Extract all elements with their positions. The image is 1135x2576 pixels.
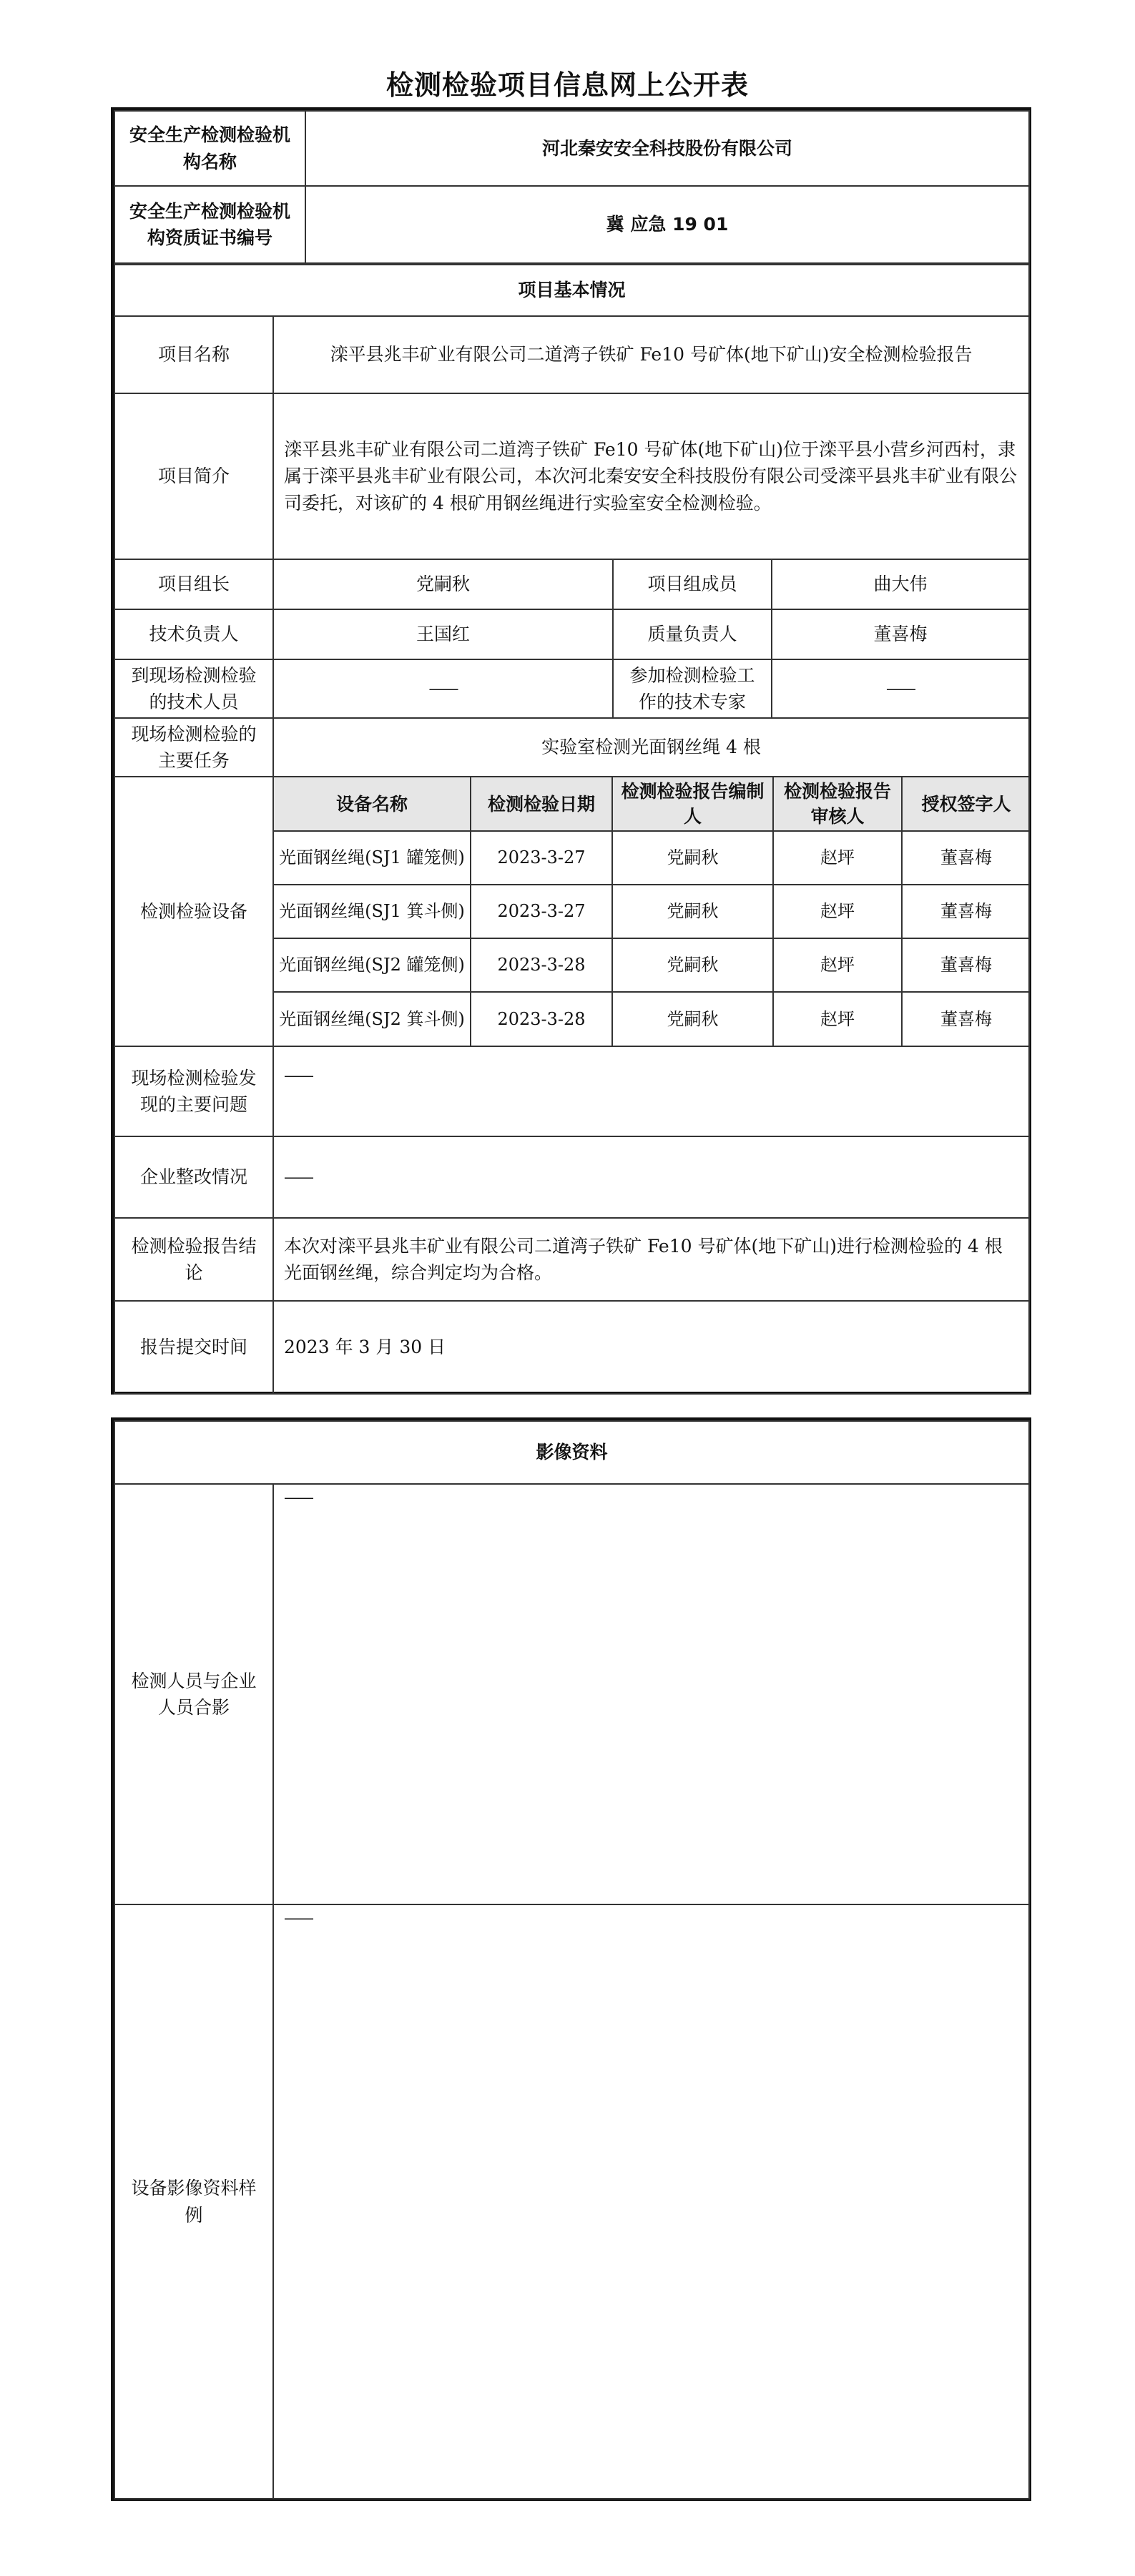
equipment-name-cell: 光面钢丝绳(SJ1 箕斗侧) [274,885,471,938]
images-table [114,1420,1030,2499]
equipment-cell [273,777,1029,1046]
project-intro-label: 项目简介 [114,393,273,559]
experts-label: 参加检测检验工作的技术专家 [613,659,772,718]
org-cert-label: 安全生产检测检验机构资质证书编号 [114,186,305,263]
rectify-label: 企业整改情况 [114,1136,273,1218]
equipment-header-row [274,777,1030,831]
org-name-value: 河北秦安安全科技股份有限公司 [305,111,1029,186]
equipment-row [274,831,1030,885]
equipment-row [274,885,1030,938]
org-cert-value: 冀 应急 19 01 [305,186,1029,263]
equipment-row [274,992,1030,1046]
submit-time-value: 2023 年 3 月 30 日 [273,1301,1029,1394]
info-table-frame [111,107,1031,1395]
equipment-reviewer-cell: 赵坪 [773,938,902,992]
equipment-label: 检测检验设备 [114,777,273,1046]
group-photo-label: 检测人员与企业人员合影 [114,1484,273,1904]
members-value: 曲大伟 [772,559,1029,609]
basic-section-title: 项目基本情况 [114,265,1029,316]
equipment-author-cell: 党嗣秋 [612,992,773,1046]
equipment-signer-cell: 董喜梅 [902,885,1030,938]
document-title: 检测检验项目信息网上公开表 [385,69,749,101]
leader-value: 党嗣秋 [273,559,613,609]
equipment-photo-area: —— [273,1904,1029,2499]
images-section-title: 影像资料 [114,1421,1029,1484]
equipment-date-cell: 2023-3-28 [471,938,612,992]
equipment-header-cell: 检测检验报告编制人 [612,777,773,831]
equipment-header-cell: 检测检验日期 [471,777,612,831]
equipment-author-cell: 党嗣秋 [612,938,773,992]
images-table-frame [111,1417,1031,2501]
org-name-row [114,111,1029,186]
problems-label: 现场检测检验发现的主要问题 [114,1046,273,1136]
equipment-header-cell: 检测检验报告审核人 [773,777,902,831]
main-task-value: 实验室检测光面钢丝绳 4 根 [273,718,1029,777]
equipment-table [274,777,1030,1046]
experts-value: —— [772,659,1029,718]
equipment-author-cell: 党嗣秋 [612,831,773,885]
members-label: 项目组成员 [613,559,772,609]
equipment-date-cell: 2023-3-27 [471,885,612,938]
equipment-reviewer-cell: 赵坪 [773,831,902,885]
equipment-name-cell: 光面钢丝绳(SJ2 箕斗侧) [274,992,471,1046]
project-intro-value: 滦平县兆丰矿业有限公司二道湾子铁矿 Fe10 号矿体(地下矿山)位于滦平县小营乡河西村，隶属于滦平县兆丰矿业有限公司，本次河北秦安安全科技股份有限公司受滦平县兆丰矿业有限公司委托，对该矿的 4 根矿用钢丝绳进行实验室安全检测检验。 [273,393,1029,559]
conclusion-value: 本次对滦平县兆丰矿业有限公司二道湾子铁矿 Fe10 号矿体(地下矿山)进行检测检验的 4 根光面钢丝绳，综合判定均为合格。 [273,1218,1029,1301]
equipment-signer-cell: 董喜梅 [902,938,1030,992]
info-table [114,110,1030,264]
onsite-tech-value: —— [273,659,613,718]
tech-lead-label: 技术负责人 [114,609,273,659]
equipment-date-cell: 2023-3-28 [471,992,612,1046]
project-name-value: 滦平县兆丰矿业有限公司二道湾子铁矿 Fe10 号矿体(地下矿山)安全检测检验报告 [273,316,1029,393]
equipment-signer-cell: 董喜梅 [902,831,1030,885]
tech-lead-value: 王国红 [273,609,613,659]
onsite-tech-label: 到现场检测检验的技术人员 [114,659,273,718]
equipment-reviewer-cell: 赵坪 [773,885,902,938]
equipment-name-cell: 光面钢丝绳(SJ2 罐笼侧) [274,938,471,992]
submit-time-label: 报告提交时间 [114,1301,273,1394]
problems-value: —— [273,1046,1029,1136]
equipment-name-cell: 光面钢丝绳(SJ1 罐笼侧) [274,831,471,885]
equipment-header-cell: 设备名称 [274,777,471,831]
equipment-header-cell: 授权签字人 [902,777,1030,831]
project-name-label: 项目名称 [114,316,273,393]
equipment-row [274,938,1030,992]
quality-lead-value: 董喜梅 [772,609,1029,659]
equipment-date-cell: 2023-3-27 [471,831,612,885]
group-photo-area: —— [273,1484,1029,1904]
org-cert-row [114,186,1029,263]
conclusion-label: 检测检验报告结论 [114,1218,273,1301]
quality-lead-label: 质量负责人 [613,609,772,659]
equipment-signer-cell: 董喜梅 [902,992,1030,1046]
rectify-value: —— [273,1136,1029,1218]
org-name-label: 安全生产检测检验机构名称 [114,111,305,186]
equipment-photo-label: 设备影像资料样例 [114,1904,273,2499]
equipment-author-cell: 党嗣秋 [612,885,773,938]
basic-table [114,264,1030,1395]
main-task-label: 现场检测检验的主要任务 [114,718,273,777]
leader-label: 项目组长 [114,559,273,609]
equipment-reviewer-cell: 赵坪 [773,992,902,1046]
